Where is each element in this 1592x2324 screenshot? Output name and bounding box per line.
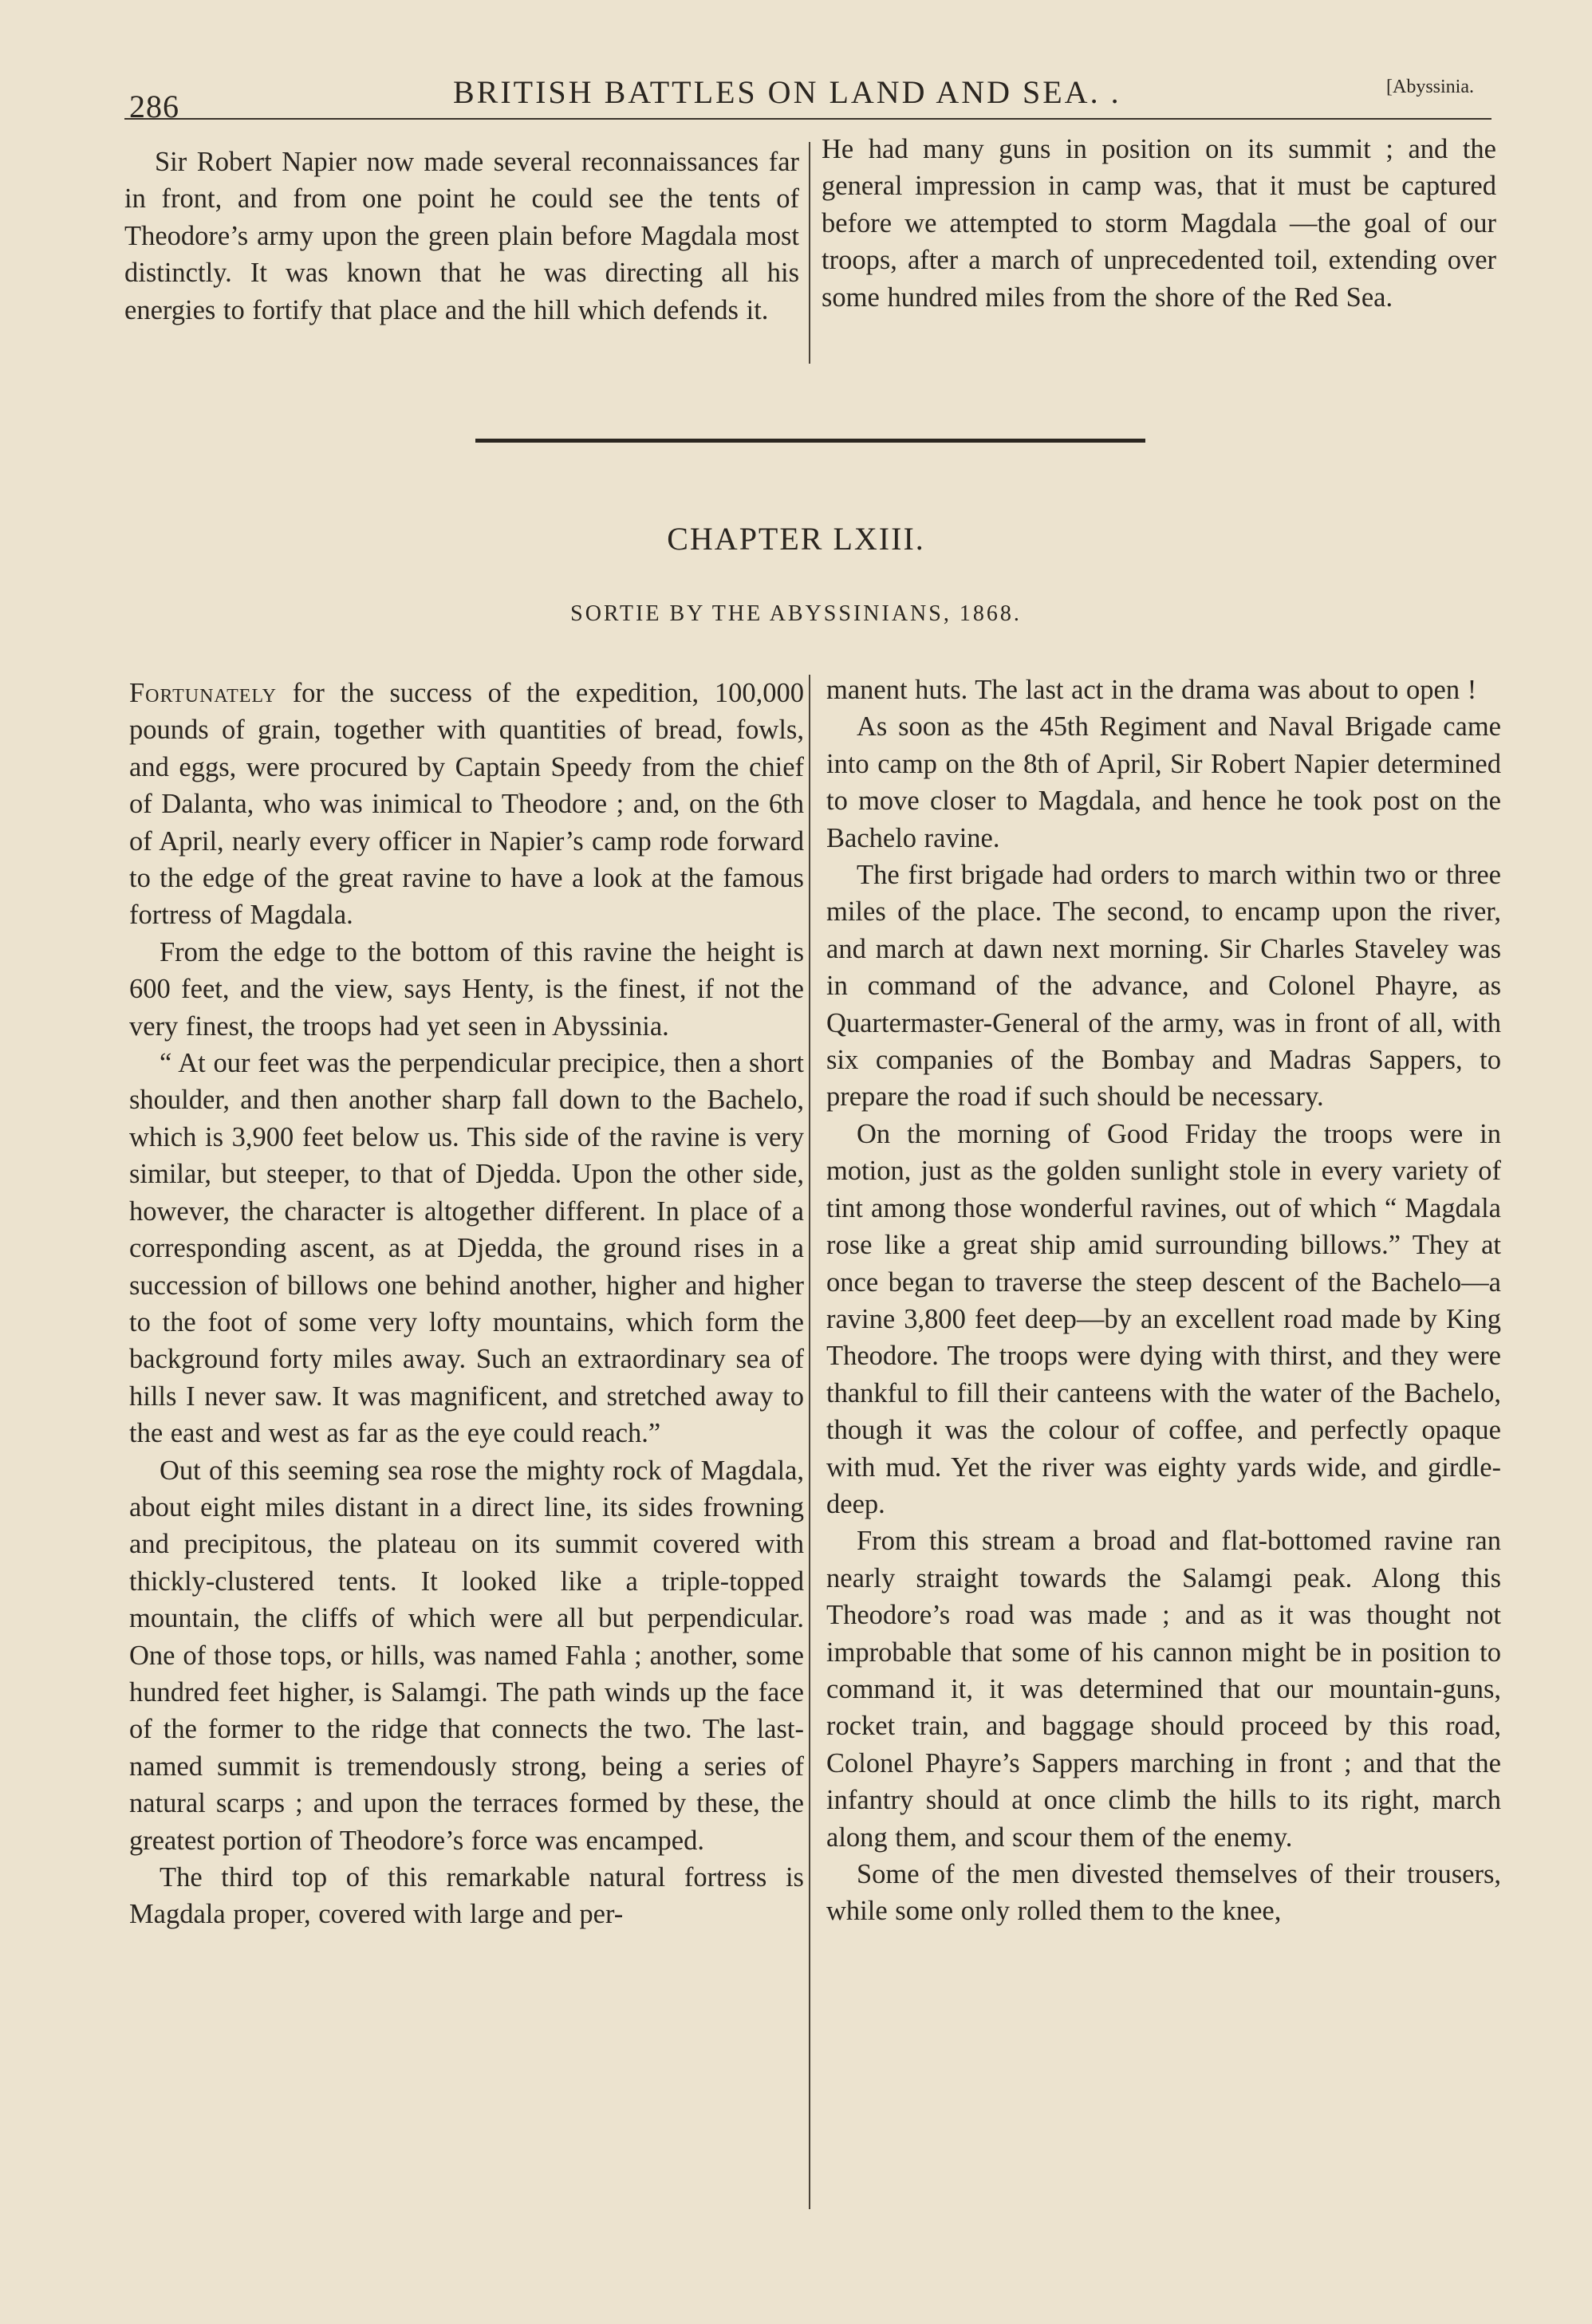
top-right-column <box>822 131 1496 316</box>
chapter-subtitle: SORTIE BY THE ABYSSINIANS, 1868. <box>570 601 1022 626</box>
column-divider <box>809 675 810 2209</box>
right-column <box>826 672 1501 1930</box>
paragraph: The first brigade had orders to march within two or three miles of the place. The second, to encamp upon the river, and march at dawn next morning. Sir Charles Staveley was in command of the advance, and Colonel Phayre, as Quartermaster-General of the army, was in front of all, with six companies of the Bombay and Madras Sappers, to prepare the road if such should be necessary. <box>826 860 1501 1113</box>
running-title: BRITISH BATTLES ON LAND AND SEA. . <box>453 74 1121 110</box>
paragraph: Sir Robert Napier now made several reconnaissances far in front, and from one point he could see the tents of Theodore’s army upon the green plain before Magdala most distinctly. It was known that he was directing all his energies to fortify that place and the hill which defends it. <box>124 147 799 325</box>
page-number: 286 <box>129 89 179 124</box>
header-rule <box>124 118 1492 120</box>
paragraph: From this stream a broad and flat-bottomed ravine ran nearly straight towards the Salamgi peak. Along this Theodore’s road was made ; and as it was thought not improbable that some of his cannon might be in position to command it, it was determined that our mountain-guns, rocket train, and baggage should proceed by this road, Colonel Phayre’s Sappers marching in front ; and that the infantry should at once climb the hills to its right, march along them, and scour them of the enemy. <box>826 1526 1501 1853</box>
lead-word: Fortunately <box>129 678 277 708</box>
paragraph: He had many guns in position on its summit ; and the general impression in camp was, that it must be captured before we attempted to storm Magdala —the goal of our troops, after a march of unprecedented toil, extending over some hundred miles from the shore of the Red Sea. <box>822 134 1496 313</box>
paragraph: On the morning of Good Friday the troops were in motion, just as the golden sunlight stole in every variety of tint among those wonderful ravines, out of which “ Magdala rose like a great ship amid surrounding billows.” They at once began to traverse the steep descent of the Bachelo—a ravine 3,800 feet deep—by an excellent road made by King Theodore. The troops were dying with thirst, and they were thankful to fill their canteens with the water of the Bachelo, though it was the colour of coffee, and perfectly opaque with mud. Yet the river was eighty yards wide, and girdle-deep. <box>826 1118 1501 1519</box>
chapter-title: CHAPTER LXIII. <box>667 521 925 557</box>
section-tag: [Abyssinia. <box>1386 77 1474 97</box>
paragraph <box>129 675 804 934</box>
top-column-divider <box>809 142 810 364</box>
paragraph: Some of the men divested themselves of their trousers, while some only rolled them to the knee, <box>826 1859 1501 1927</box>
paragraph: Out of this seeming sea rose the mighty rock of Magdala, about eight miles distant in a direct line, its sides frowning and precipitous, the plateau on its summit covered with thickly-clustered tents. It looked like a triple-topped mountain, the cliffs of which were all but perpendicular. One of those tops, or hills, was named Fahla ; another, some hundred feet higher, is Salamgi. The path winds up the face of the former to the ridge that connects the two. The last-named summit is tremendously strong, being a series of natural scarps ; and upon the terraces formed by these, the greatest portion of Theodore’s force was encamped. <box>129 1455 804 1856</box>
left-column <box>129 675 804 1933</box>
paragraph: “ At our feet was the perpendicular precipice, then a short shoulder, and then another sharp fall down to the Bachelo, which is 3,900 feet below us. This side of the ravine is very similar, but steeper, to that of Djedda. Upon the other side, however, the character is altogether different. In place of a corresponding ascent, as at Djedda, the ground rises in a succession of billows one behind another, higher and higher to the foot of some very lofty mountains, which form the background forty miles away. Such an extraordinary sea of hills I never saw. It was magnificent, and stretched away to the east and west as far as the eye could reach.” <box>129 1048 804 1449</box>
paragraph: From the edge to the bottom of this ravine the height is 600 feet, and the view, says Henty, is the finest, if not the very finest, the troops had yet seen in Abyssinia. <box>129 936 804 1042</box>
paragraph: manent huts. The last act in the drama was about to open ! <box>826 675 1477 705</box>
section-rule <box>475 439 1145 443</box>
paragraph-text: for the success of the expedition, 100,000 pounds of grain, together with quantities of bread, fowls, and eggs, were procured by Captain Speedy from the chief of Dalanta, who was inimical to Theodore ; and, on the 6th of April, nearly every officer in Napier’s camp rode forward to the edge of the great ravine to have a look at the famous fortress of Magdala. <box>129 678 804 931</box>
paragraph: As soon as the 45th Regiment and Naval Brigade came into camp on the 8th of April, Sir Robert Napier determined to move closer to Magdala, and hence he took post on the Bachelo ravine. <box>826 711 1501 853</box>
top-left-column <box>124 144 799 329</box>
paragraph: The third top of this remarkable natural fortress is Magdala proper, covered with large and per- <box>129 1862 804 1930</box>
